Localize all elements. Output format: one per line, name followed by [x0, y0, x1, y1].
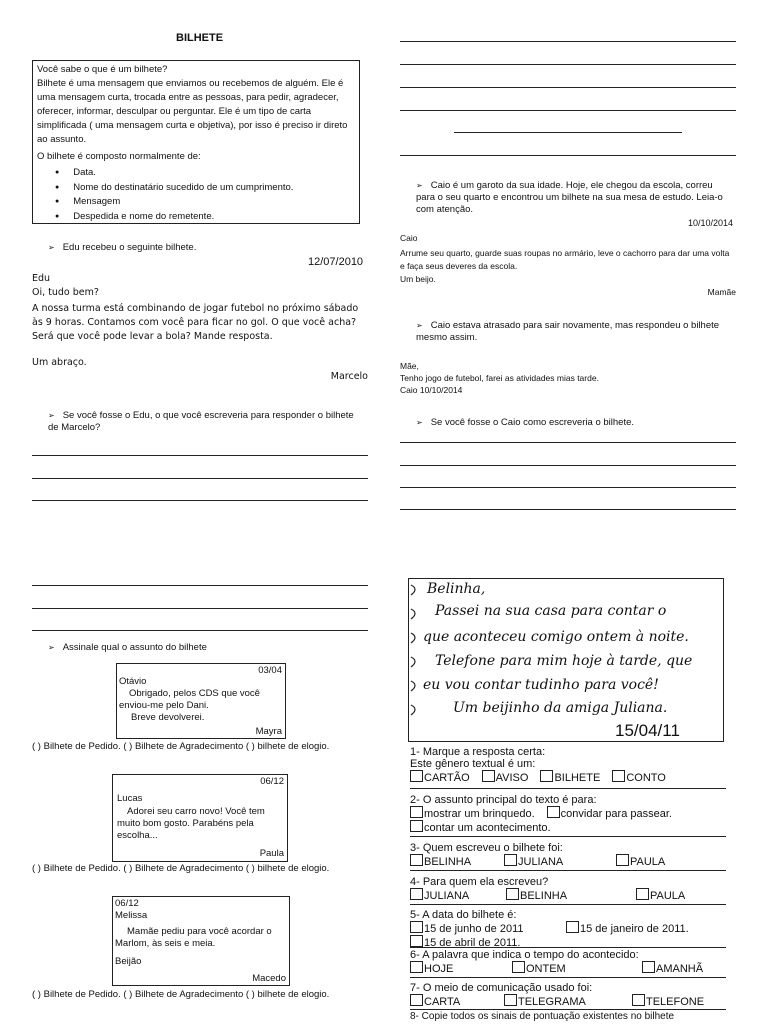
option-label: JULIANA [518, 856, 564, 868]
option-label: HOJE [424, 963, 454, 975]
assunto-question [48, 642, 207, 653]
assunto-options[interactable]: ( ) Bilhete de Pedido. ( ) Bilhete de Agradecimento ( ) bilhete de elogio. [32, 863, 330, 874]
checkbox[interactable] [410, 888, 423, 900]
option-telegrama[interactable] [504, 994, 632, 1008]
arrow-bullet-icon: ➢ [416, 418, 423, 427]
edu-question-text: Se você fosse o Edu, o que você escreveria para responder o bilhete de Marcelo? [48, 410, 354, 433]
checkbox[interactable] [612, 770, 625, 782]
edu-note-to: Edu [32, 273, 51, 284]
question-7 [410, 982, 724, 1008]
caio-note-sender: Mamãe [707, 287, 736, 297]
handwritten-line: que aconteceu comigo ontem à noite. [423, 629, 689, 645]
intro-paragraph: Bilhete é uma mensagem que enviamos ou recebemos de alguém. Ele é uma mensagem curta, trocada entre as pessoas, para pedir, agradecer, oferecer, informar, desculpar ou perguntar. Ele é um tipo de carta simplificada ( uma mensagem curta e objetiva), por isso é preciso ir direto ao assunto. [37, 78, 348, 145]
checkbox[interactable] [410, 935, 423, 947]
edu-date: 12/07/2010 [308, 256, 364, 268]
intro-heading: Você sabe o que é um bilhete? [37, 64, 168, 75]
checkbox[interactable] [512, 961, 525, 973]
option-label: CONTO [626, 772, 666, 784]
checkbox[interactable] [410, 961, 423, 973]
note-extra: Beijão [115, 956, 142, 967]
option-label: 15 de abril de 2011. [424, 937, 521, 949]
question-2 [410, 794, 724, 834]
checkbox[interactable] [482, 770, 495, 782]
option-juliana[interactable] [410, 888, 506, 902]
assunto-question-text: Assinale qual o assunto do bilhete [62, 642, 207, 653]
option-label: TELEGRAMA [518, 996, 586, 1008]
option-ontem[interactable] [512, 961, 642, 975]
note-body: Adorei seu carro novo! Você tem muito bom gosto. Parabéns pela escolha... [117, 806, 265, 841]
checkbox[interactable] [410, 806, 423, 818]
note-sender: Mayra [255, 726, 282, 737]
handwritten-line: Telefone para mim hoje à tarde, que [435, 653, 693, 669]
divider [410, 977, 726, 978]
handwritten-line: Passei na sua casa para contar o [435, 603, 667, 619]
question-title: 5- A data do bilhete é: [410, 909, 517, 921]
caio-reply-to: Mãe, [400, 361, 419, 371]
checkbox[interactable] [410, 854, 423, 866]
checkbox[interactable] [410, 994, 423, 1006]
note-to: Lucas [117, 793, 143, 804]
option-label: BELINHA [424, 856, 472, 868]
option-junho[interactable] [410, 921, 566, 935]
answer-line[interactable] [32, 608, 368, 609]
option-label: AMANHÃ [656, 963, 704, 975]
caio-question-text: Se você fosse o Caio como escreveria o bilhete. [430, 417, 635, 428]
handwritten-line: eu vou contar tudinho para você! [423, 677, 659, 693]
arrow-bullet-icon: ➢ [48, 643, 55, 652]
option-telefone[interactable] [632, 996, 704, 1008]
answer-line[interactable] [400, 41, 736, 42]
answer-line[interactable] [400, 87, 736, 88]
caio-note-body: Arrume seu quarto, guarde suas roupas no armário, leve o cachorro para dar uma volta e faça seus deveres da escola. [400, 248, 730, 271]
list-item: ● Nome do destinatário sucedido de um cumprimento. [55, 181, 355, 196]
answer-line[interactable] [454, 132, 682, 133]
option-janeiro[interactable] [566, 923, 689, 935]
option-acontecimento[interactable] [410, 822, 551, 834]
arrow-bullet-icon: ➢ [48, 411, 55, 420]
note-card [112, 896, 290, 986]
option-label: mostrar um brinquedo. [424, 808, 535, 820]
question-title: 8- Copie todos os sinais de pontuação existentes no bilhete [410, 1011, 675, 1022]
question-5 [410, 909, 724, 949]
checkbox[interactable] [636, 888, 649, 900]
caio-lead2 [416, 320, 734, 344]
question-title: 7- O meio de comunicação usado foi: [410, 982, 593, 994]
list-item: ● Mensagem [55, 195, 355, 210]
answer-line[interactable] [400, 487, 736, 488]
answer-line[interactable] [32, 500, 368, 501]
handwritten-line: Belinha, [427, 581, 486, 597]
intro-composed: O bilhete é composto normalmente de: [37, 151, 201, 162]
note-body: Mamãe pediu para você acordar o Marlom, às seis e meia. [115, 926, 272, 949]
option-carta[interactable] [410, 994, 504, 1008]
option-label: convidar para passear. [560, 808, 672, 820]
note-body: Obrigado, pelos CDS que você enviou-me pelo Dani. [119, 688, 260, 711]
answer-line[interactable] [400, 155, 736, 156]
question-title: 4- Para quem ela escreveu? [410, 876, 549, 888]
edu-note [32, 272, 368, 384]
option-label: contar um acontecimento. [424, 822, 551, 834]
answer-line[interactable] [32, 585, 368, 586]
checkbox[interactable] [410, 820, 423, 832]
handwritten-note [408, 578, 724, 742]
checkbox[interactable] [547, 806, 560, 818]
note-sender: Paula [259, 848, 284, 859]
page-title: BILHETE [176, 32, 224, 44]
option-label: 15 de janeiro de 2011. [580, 923, 689, 935]
option-bilhete[interactable] [540, 772, 600, 784]
option-label: BILHETE [554, 772, 601, 784]
divider [410, 870, 726, 871]
spiral-binding-icon [409, 579, 423, 739]
edu-note-closing: Um abraço. [32, 357, 87, 368]
assunto-options[interactable]: ( ) Bilhete de Pedido. ( ) Bilhete de Agradecimento ( ) bilhete de elogio. [32, 989, 330, 1000]
divider [410, 836, 726, 837]
caio-lead [416, 180, 734, 216]
option-paula[interactable] [616, 856, 665, 868]
checkbox[interactable] [642, 961, 655, 973]
option-paula[interactable] [636, 890, 685, 902]
note-sender: Macedo [252, 973, 286, 984]
question-3 [410, 842, 724, 868]
option-conto[interactable] [612, 772, 666, 784]
question-title: 6- A palavra que indica o tempo do acontecido: [410, 949, 639, 961]
list-item: ● Despedida e nome do remetente. [55, 210, 355, 225]
option-label: ONTEM [526, 963, 566, 975]
option-label: AVISO [495, 772, 529, 784]
caio-question [416, 417, 634, 428]
intro-list [37, 166, 355, 224]
edu-note-sender: Marcelo [330, 371, 368, 382]
note-to: Otávio [119, 676, 147, 687]
assunto-options[interactable]: ( ) Bilhete de Pedido. ( ) Bilhete de Agradecimento ( ) bilhete de elogio. [32, 741, 330, 752]
note-card [116, 663, 286, 739]
note-to: Melissa [115, 910, 148, 921]
option-amanha[interactable] [642, 963, 703, 975]
note-date: 06/12 [260, 776, 284, 787]
edu-lead-text: Edu recebeu o seguinte bilhete. [62, 242, 197, 253]
answer-line[interactable] [32, 455, 368, 456]
option-hoje[interactable] [410, 961, 512, 975]
edu-question [48, 410, 364, 434]
checkbox[interactable] [410, 921, 423, 933]
question-subtitle: Este gênero textual é um: [410, 758, 536, 770]
caio-date: 10/10/2014 [688, 218, 734, 228]
edu-note-body: A nossa turma está combinando de jogar futebol no próximo sábado às 9 horas. Contamos com você para ficar no gol. O que você acha? Será que você pode levar a bola? Mande resposta. [32, 303, 359, 342]
list-item: ● Data. [55, 166, 355, 181]
arrow-bullet-icon: ➢ [416, 181, 423, 190]
edu-note-greeting: Oi, tudo bem? [32, 287, 99, 298]
option-label: CARTÃO [424, 772, 470, 784]
caio-reply-body: Tenho jogo de futebol, farei as atividades mias tarde. [400, 373, 599, 383]
question-title: 1- Marque a resposta certa: [410, 746, 546, 758]
arrow-bullet-icon: ➢ [48, 243, 55, 252]
option-label: PAULA [650, 890, 686, 902]
option-label: TELEFONE [646, 996, 705, 1008]
answer-line[interactable] [32, 478, 368, 479]
checkbox[interactable] [632, 994, 645, 1006]
caio-note [400, 232, 736, 299]
divider [410, 788, 726, 789]
caio-lead2-text: Caio estava atrasado para sair novamente, mas respondeu o bilhete mesmo assim. [416, 320, 720, 343]
option-brinquedo[interactable] [410, 808, 535, 820]
option-belinha[interactable] [506, 888, 636, 902]
question-title: 3- Quem escreveu o bilhete foi: [410, 842, 563, 854]
checkbox[interactable] [504, 994, 517, 1006]
checkbox[interactable] [504, 854, 517, 866]
note-date: 03/04 [258, 665, 282, 676]
checkbox[interactable] [410, 770, 423, 782]
handwritten-date: 15/04/11 [615, 721, 680, 740]
caio-reply [400, 360, 736, 396]
note-card [112, 774, 288, 862]
note-date: 06/12 [115, 898, 139, 909]
edu-lead [48, 242, 196, 253]
question-6 [410, 949, 724, 975]
option-label: BELINHA [520, 890, 568, 902]
option-belinha[interactable] [410, 854, 504, 868]
question-1 [410, 746, 724, 784]
answer-line[interactable] [400, 64, 736, 65]
question-4 [410, 876, 724, 902]
option-cartao[interactable] [410, 772, 470, 784]
answer-line[interactable] [400, 509, 736, 510]
option-passear[interactable] [547, 808, 672, 820]
answer-line[interactable] [400, 465, 736, 466]
intro-box [32, 60, 360, 224]
caio-lead-text: Caio é um garoto da sua idade. Hoje, ele chegou da escola, correu para o seu quarto e encontrou um bilhete na sua mesa de estudo. Leia-o com atenção. [416, 180, 723, 215]
checkbox[interactable] [566, 921, 579, 933]
option-label: 15 de junho de 2011 [424, 923, 524, 935]
caio-note-to: Caio [400, 233, 418, 243]
divider [410, 947, 726, 948]
answer-line[interactable] [400, 442, 736, 443]
option-label: JULIANA [424, 890, 470, 902]
option-juliana[interactable] [504, 854, 616, 868]
note-extra: Breve devolverei. [131, 712, 205, 723]
handwritten-line: Um beijinho da amiga Juliana. [453, 700, 668, 716]
option-label: PAULA [630, 856, 666, 868]
caio-reply-sign: Caio 10/10/2014 [400, 385, 463, 395]
answer-line[interactable] [32, 630, 368, 631]
checkbox[interactable] [506, 888, 519, 900]
option-aviso[interactable] [482, 772, 529, 784]
divider [410, 904, 726, 905]
arrow-bullet-icon: ➢ [416, 321, 423, 330]
checkbox[interactable] [540, 770, 553, 782]
caio-note-closing: Um beijo. [400, 274, 436, 284]
divider [410, 1009, 726, 1010]
option-label: CARTA [424, 996, 461, 1008]
question-title: 2- O assunto principal do texto é para: [410, 794, 597, 806]
question-8 [410, 1011, 724, 1023]
answer-line[interactable] [400, 110, 736, 111]
checkbox[interactable] [616, 854, 629, 866]
